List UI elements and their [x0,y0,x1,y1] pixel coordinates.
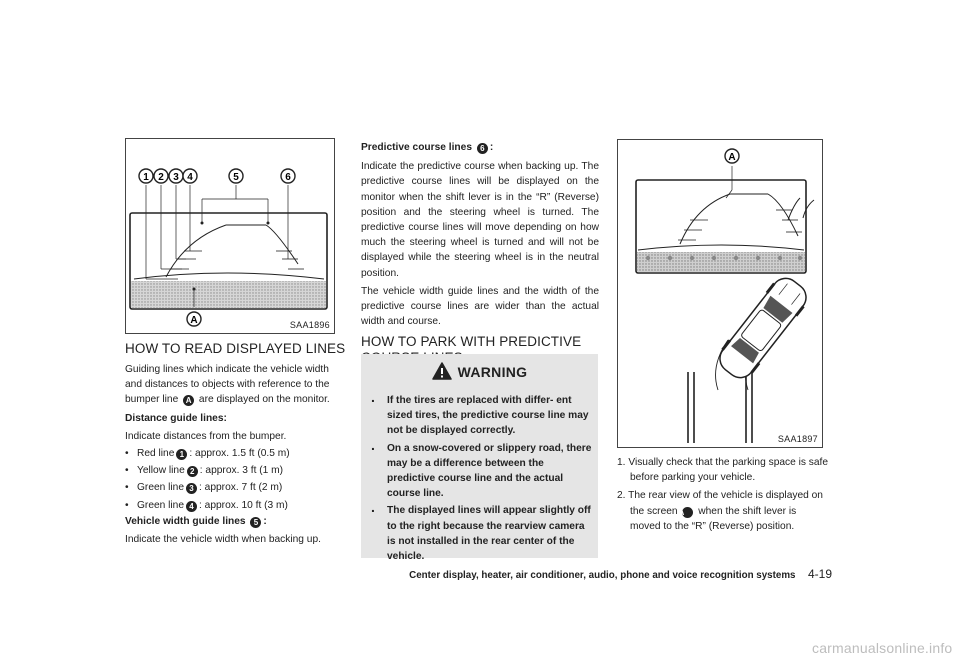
warning-box [361,354,598,563]
predictive-paragraph-2: The vehicle width guide lines and the width of the predictive course lines are wider than the actual width and course. [361,285,599,328]
list-item: • Green line 4 : approx. 10 ft (3 m) [125,498,347,513]
warning-triangle-icon [432,362,452,380]
warning-header [367,362,592,384]
width-title: Vehicle width guide lines 5 : [125,515,267,527]
warning-item: . The displayed lines will appear slightly off to the right because the rearview camera is not installed in the rear center of the vehicle. [367,503,592,564]
marker-6 [281,169,295,183]
figure-code: SAA1896 [289,320,330,330]
figure-code: SAA1897 [777,434,818,444]
column-1 [125,341,347,547]
marker-a-screen [725,149,739,163]
marker-3: 3 [186,483,197,494]
marker-a-bumper [187,312,201,326]
footer-title: Center display, heater, air conditioner, audio, phone and voice recognition systems [409,570,796,581]
marker-2: 2 [187,466,198,477]
marker-1: 1 [176,449,187,460]
steps-list [617,455,829,534]
distance-desc: Indicate distances from the bumper. [125,430,287,442]
column-3 [617,455,829,537]
list-item: 2. The rear view of the vehicle is displayed on the screen A when the shift lever is moved to the “R” (Reverse) position. [617,490,823,532]
marker-4: 4 [186,501,197,512]
svg-text:A: A [190,315,198,326]
svg-text:1: 1 [143,172,149,183]
page-number: 4-19 [807,567,832,581]
svg-text:3: 3 [173,172,179,183]
intro-paragraph: Guiding lines which indicate the vehicle width and distances to objects with reference to the bumper line A are displayed on the monitor. [125,364,330,406]
page-footer [380,565,832,583]
predictive-paragraph: Indicate the predictive course when backing up. The predictive course lines will be displayed on the monitor when the shift lever is in the “R” (Reverse) position and the steering wheel is turned. The predictive course lines will move depending on how much the steering wheel is turned and will not be displayed while the steering wheel is in the neutral position. [361,161,599,279]
list-item: • Yellow line 2 : approx. 3 ft (1 m) [125,463,347,478]
marker-a: A [682,507,693,518]
marker-2 [154,169,168,183]
marker-4 [183,169,197,183]
svg-text:A: A [728,152,736,163]
watermark: carmanualsonline.info [812,640,953,656]
warning-title: WARNING [457,364,528,380]
distance-title: Distance guide lines: [125,412,227,424]
list-item: 1. Visually check that the parking space is safe before parking your vehicle. [617,457,829,484]
parking-diagram [618,140,822,447]
marker-5: 5 [250,517,261,528]
warning-item: . If the tires are replaced with differ- ent sized tires, the predictive course line may not be displayed correctly. [367,393,592,439]
svg-text:4: 4 [187,172,193,183]
column-2 [361,140,599,366]
marker-1 [139,169,153,183]
marker-6: 6 [477,143,488,154]
width-desc: Indicate the vehicle width when backing up. [125,534,321,546]
list-item: • Green line 3 : approx. 7 ft (2 m) [125,480,347,495]
svg-text:6: 6 [285,172,291,183]
svg-text:5: 5 [233,172,239,183]
guide-lines-diagram [126,139,334,333]
section-heading-2: HOW TO PARK WITH PREDICTIVE [361,334,582,350]
distance-list [125,446,347,513]
right-figure [617,139,823,448]
marker-3 [169,169,183,183]
marker-a: A [183,395,194,406]
svg-text:2: 2 [158,172,164,183]
list-item: • Red line 1 : approx. 1.5 ft (0.5 m) [125,446,347,461]
left-figure [125,138,335,334]
car-illustration [713,272,813,385]
warning-item: . On a snow-covered or slippery road, there may be a difference between the predictive course line and the actual course line. [367,441,592,502]
warning-list [367,393,592,564]
marker-5 [229,169,243,183]
section-heading: HOW TO READ DISPLAYED LINES [125,341,346,356]
predictive-title: Predictive course lines 6 : [361,142,494,153]
